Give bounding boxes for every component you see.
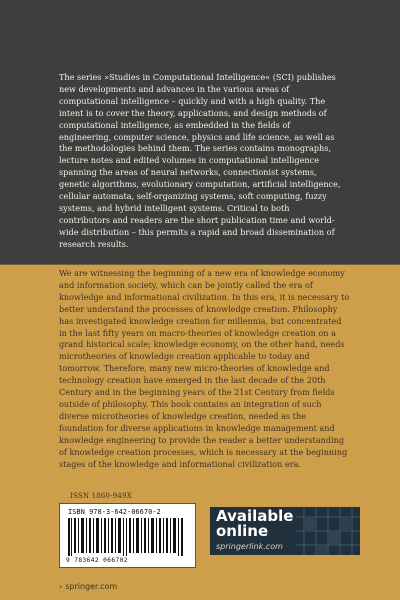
publisher-url[interactable]: springer.com: [65, 582, 118, 591]
issn-label: ISSN 1860-949X: [70, 492, 132, 500]
isbn-label: ISBN 978-3-642-06670-2: [68, 508, 161, 516]
barcode: [59, 503, 196, 568]
publisher-link[interactable]: [59, 582, 117, 591]
barcode-number: 9 783642 066702: [66, 557, 128, 564]
badge-title: Available online: [216, 507, 294, 540]
available-online-badge[interactable]: [210, 507, 360, 555]
barcode-bars: [68, 518, 186, 556]
series-description: The series »Studies in Computational Intelligence« (SCI) publishes new developments and advances in the various areas of computational intelligence – quickly and with a high quality. The intent is to cover the theory, applications, and design methods of computational intelligence, as embedded in the fields of engineering, computer science, physics and life science, as well as the methodologies behind them. The series contains monographs, lecture notes and edited volumes in computational intelligence spanning the areas of neural networks, connectionist systems, genetic algorithms, evolutionary computation, artificial intelligence, cellular automata, self-organizing systems, soft computing, fuzzy systems, and hybrid intelligent systems. Critical to both contributors and readers are the short publication time and world-wide distribution – this permits a rapid and broad dissemination of research results.: [59, 72, 341, 249]
badge-url[interactable]: springerlink.com: [216, 542, 283, 551]
arrow-icon: ›: [59, 582, 63, 591]
book-description: We are witnessing the beginning of a new era of knowledge economy and information society, which can be jointly called the era of knowledge and informational civilization. In this era, it is necessary to better understand the processes of knowledge creation. Philosophy has investigated knowledge creation for millennia, but concentrated in the last fifty years on macro-theories of knowledge creation on a grand historical scale; knowledge economy, on the other hand, needs microtheories of knowledge creation applicable to today and tomorrow. Therefore, many new micro-theories of knowledge and technology creation have emerged in the last decade of the 20th Century and in the beginning years of the 21st Century from fields outside of philosophy. This book contains an integration of such diverse microtheories of knowledge creation, needed as the foundation for diverse applications in knowledge management and knowledge engineering to provide the reader a better understanding of knowledge creation processes, which is necessary at the beginning stages of the knowledge and informational civilization era.: [59, 268, 350, 469]
